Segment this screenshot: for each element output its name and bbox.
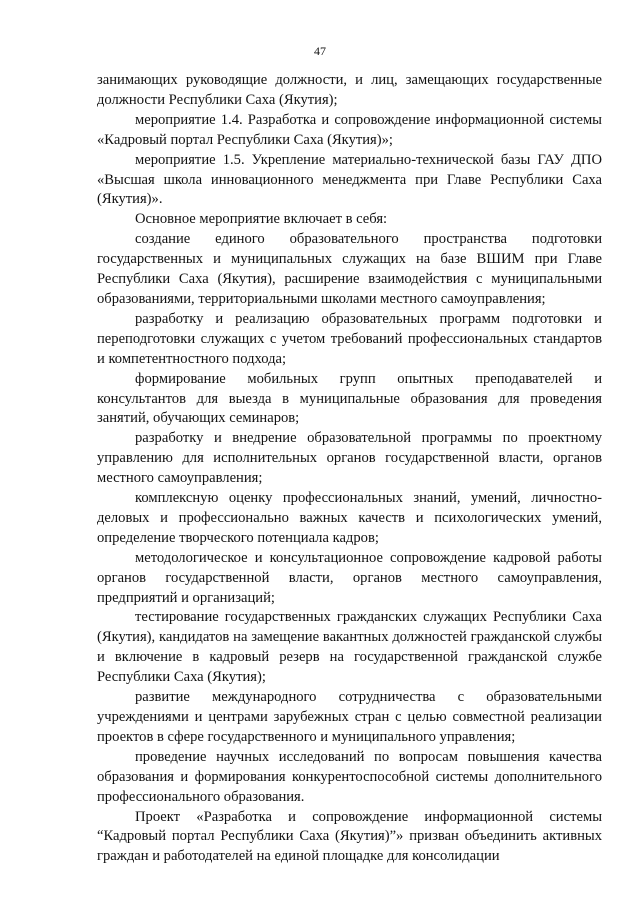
paragraph: тестирование государственных гражданских служащих Республики Саха (Якутия), кандидатов на замещение вакантных должностей гражданской службы и включение в кадровый резерв на государственной гражданской службе Республики Саха (Якутия); [97,609,602,686]
paragraph: разработку и внедрение образовательной программы по проектному управлению для исполнительных органов государственной власти, органов местного самоуправления; [97,430,602,487]
paragraph: создание единого образовательного пространства подготовки государственных и муниципальных служащих на базе ВШИМ при Главе Республики Саха (Якутия), расширение взаимодействия с муниципальными образованиями, территориальными школами местного самоуправления; [97,231,602,307]
paragraph: комплексную оценку профессиональных знаний, умений, личностно-деловых и профессионально важных качеств и психологических умений, определение творческого потенциала кадров; [97,490,602,546]
paragraph: занимающих руководящие должности, и лиц, замещающих государственные должности Республики Саха (Якутия); [97,72,602,108]
paragraph: мероприятие 1.5. Укрепление материально-технической базы ГАУ ДПО «Высшая школа инновационного менеджмента при Главе Республики Саха (Якутия)». [97,151,602,208]
paragraph: Проект «Разработка и сопровождение информационной системы “Кадровый портал Республики Саха (Якутия)”» призван объединить активных граждан и работодателей на единой площадке для консолидации [97,808,602,865]
paragraph: разработку и реализацию образовательных программ подготовки и переподготовки служащих с учетом требований профессиональных стандартов и компетентностного подхода; [97,310,602,367]
paragraph: проведение научных исследований по вопросам повышения качества образования и формирования конкурентоспособной системы дополнительного профессионального образования. [97,748,602,805]
paragraph: формирование мобильных групп опытных преподавателей и консультантов для выезда в муниципальные образования для проведения занятий, обучающих семинаров; [97,370,602,427]
paragraph: развитие международного сотрудничества с образовательными учреждениями и центрами зарубежных стран с целью совместной реализации проектов в сфере государственного и муниципального управления; [97,689,602,745]
body-text [97,71,602,867]
paragraph: методологическое и консультационное сопровождение кадровой работы органов государственной власти, органов местного самоуправления, предприятий и организаций; [97,549,602,606]
paragraph: мероприятие 1.4. Разработка и сопровождение информационной системы «Кадровый портал Республики Саха (Якутия)»; [97,111,602,148]
paragraph: Основное мероприятие включает в себя: [135,211,388,228]
page-number: 47 [314,44,326,58]
